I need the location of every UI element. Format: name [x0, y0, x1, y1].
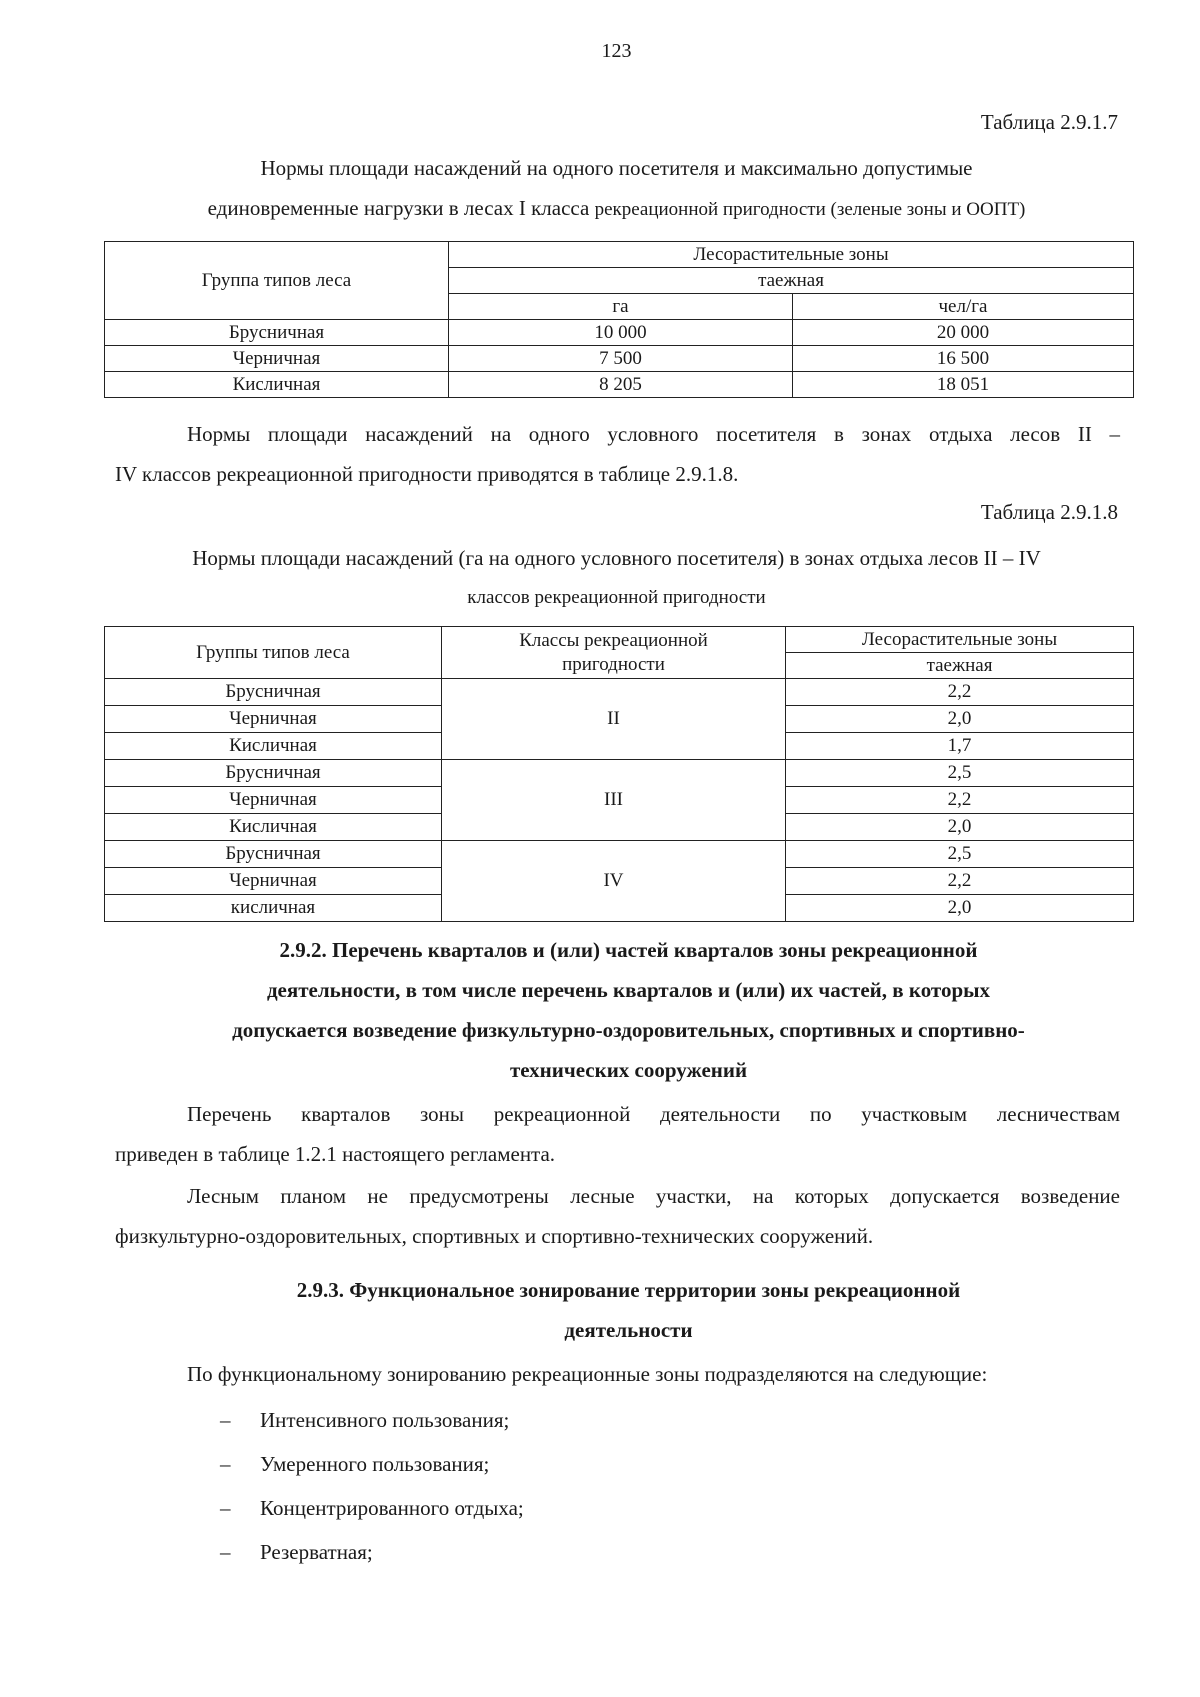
paragraph-4 — [115, 1354, 1120, 1394]
header-classes — [442, 627, 786, 679]
list-item-text: Резерватная; — [260, 1540, 373, 1564]
list-item — [220, 1486, 524, 1530]
cell-ha: 10 000 — [449, 320, 793, 346]
paragraph-text: приведен в таблице 1.2.1 настоящего регламента. — [115, 1142, 556, 1166]
list-dash: – — [220, 1452, 231, 1476]
cell-group: Брусничная — [105, 760, 442, 787]
table-caption-2 — [100, 538, 1133, 618]
cell-value: 2,5 — [786, 841, 1134, 868]
heading-line: технических сооружений — [509, 1058, 748, 1082]
paragraph-text: Нормы площади насаждений на одного условного посетителя в зонах отдыха лесов II – — [187, 422, 1120, 446]
cell-class: III — [442, 760, 786, 841]
header-classes-line: пригодности — [562, 653, 665, 675]
paragraph-text: Перечень кварталов зоны рекреационной деятельности по участковым лесничествам — [187, 1102, 1120, 1126]
list-item-text: Умеренного пользования; — [260, 1452, 490, 1476]
heading-line: допускается возведение физкультурно-оздоровительных, спортивных и спортивно- — [232, 1018, 1025, 1042]
cell-group: Кисличная — [105, 733, 442, 760]
cell-group: Черничная — [105, 706, 442, 733]
list-item — [220, 1530, 524, 1574]
cell-value: 2,2 — [786, 868, 1134, 895]
table-row — [105, 760, 1134, 787]
cell-group: кисличная — [105, 895, 442, 922]
cell-group: Черничная — [105, 787, 442, 814]
cell-people: 18 051 — [793, 372, 1134, 398]
cell-group: Брусничная — [105, 841, 442, 868]
page-number: 123 — [601, 40, 632, 62]
table-caption-1-line1: Нормы площади насаждений на одного посетителя и максимально допустимые — [260, 156, 973, 180]
forest-norms-table-2 — [104, 626, 1134, 922]
cell-value: 2,0 — [786, 895, 1134, 922]
paragraph-line — [115, 1094, 1120, 1134]
list-dash: – — [220, 1496, 231, 1520]
table-row — [105, 320, 1134, 346]
cell-group: Черничная — [105, 868, 442, 895]
list-dash: – — [220, 1540, 231, 1564]
table-row — [105, 372, 1134, 398]
cell-value: 2,0 — [786, 706, 1134, 733]
header-ha: га — [449, 294, 793, 320]
paragraph-1 — [115, 414, 1120, 494]
paragraph-text: Лесным планом не предусмотрены лесные участки, на которых допускается возведение — [187, 1184, 1120, 1208]
cell-class: II — [442, 679, 786, 760]
table-row — [105, 346, 1134, 372]
cell-people: 16 500 — [793, 346, 1134, 372]
table-caption-1-line2 — [100, 188, 1133, 230]
cell-value: 2,2 — [786, 787, 1134, 814]
cell-value: 2,5 — [786, 760, 1134, 787]
table-label-2: Таблица 2.9.1.8 — [980, 500, 1118, 524]
table-caption-2-line1: Нормы площади насаждений (га на одного условного посетителя) в зонах отдыха лесов II – IV — [192, 546, 1041, 570]
list-item — [220, 1398, 524, 1442]
header-group: Группа типов леса — [105, 242, 449, 320]
cell-group: Брусничная — [105, 679, 442, 706]
cell-value: 2,0 — [786, 814, 1134, 841]
cell-ha: 8 205 — [449, 372, 793, 398]
section-heading-2-9-3 — [112, 1270, 1145, 1350]
header-groups: Группы типов леса — [105, 627, 442, 679]
header-zones: Лесорастительные зоны — [786, 627, 1134, 653]
header-people: чел/га — [793, 294, 1134, 320]
paragraph-text: IV классов рекреационной пригодности приводятся в таблице 2.9.1.8. — [115, 462, 739, 486]
cell-people: 20 000 — [793, 320, 1134, 346]
list-item-text: Интенсивного пользования; — [260, 1408, 510, 1432]
paragraph-2 — [115, 1094, 1120, 1174]
table-caption-2-line2: классов рекреационной пригодности — [467, 587, 766, 608]
header-classes-line: Классы рекреационной — [519, 629, 708, 651]
caption-part: рекреационной пригодности (зеленые зоны и ООПТ) — [594, 199, 1026, 220]
paragraph-line — [115, 1354, 1120, 1394]
table-row — [105, 679, 1134, 706]
paragraph-text: физкультурно-оздоровительных, спортивных и спортивно-технических сооружений. — [115, 1224, 874, 1248]
caption-part: единовременные нагрузки в лесах I класса — [207, 196, 595, 220]
cell-group: Брусничная — [105, 320, 449, 346]
cell-class: IV — [442, 841, 786, 922]
section-heading-2-9-2 — [112, 930, 1145, 1090]
cell-value: 1,7 — [786, 733, 1134, 760]
cell-group: Кисличная — [105, 372, 449, 398]
heading-line: деятельности — [564, 1318, 693, 1342]
heading-line: деятельности, в том числе перечень кварталов и (или) их частей, в которых — [266, 978, 991, 1002]
table-caption-1 — [100, 148, 1133, 230]
heading-line: 2.9.3. Функциональное зонирование территории зоны рекреационной — [296, 1278, 961, 1302]
header-taiga: таежная — [449, 268, 1134, 294]
heading-line: 2.9.2. Перечень кварталов и (или) частей кварталов зоны рекреационной — [279, 938, 978, 962]
cell-group: Кисличная — [105, 814, 442, 841]
paragraph-text: По функциональному зонированию рекреационные зоны подразделяются на следующие: — [187, 1362, 988, 1386]
table-row — [105, 841, 1134, 868]
header-taiga: таежная — [786, 653, 1134, 679]
list-item-text: Концентрированного отдыха; — [260, 1496, 524, 1520]
paragraph-line — [115, 1176, 1120, 1216]
paragraph-line — [115, 414, 1120, 454]
list-item — [220, 1442, 524, 1486]
cell-value: 2,2 — [786, 679, 1134, 706]
forest-norms-table-1 — [104, 241, 1134, 398]
paragraph-3 — [115, 1176, 1120, 1256]
list-dash: – — [220, 1408, 231, 1432]
cell-ha: 7 500 — [449, 346, 793, 372]
table-label-1: Таблица 2.9.1.7 — [980, 110, 1118, 134]
header-zones: Лесорастительные зоны — [449, 242, 1134, 268]
cell-group: Черничная — [105, 346, 449, 372]
recreation-zones-list — [220, 1398, 524, 1574]
